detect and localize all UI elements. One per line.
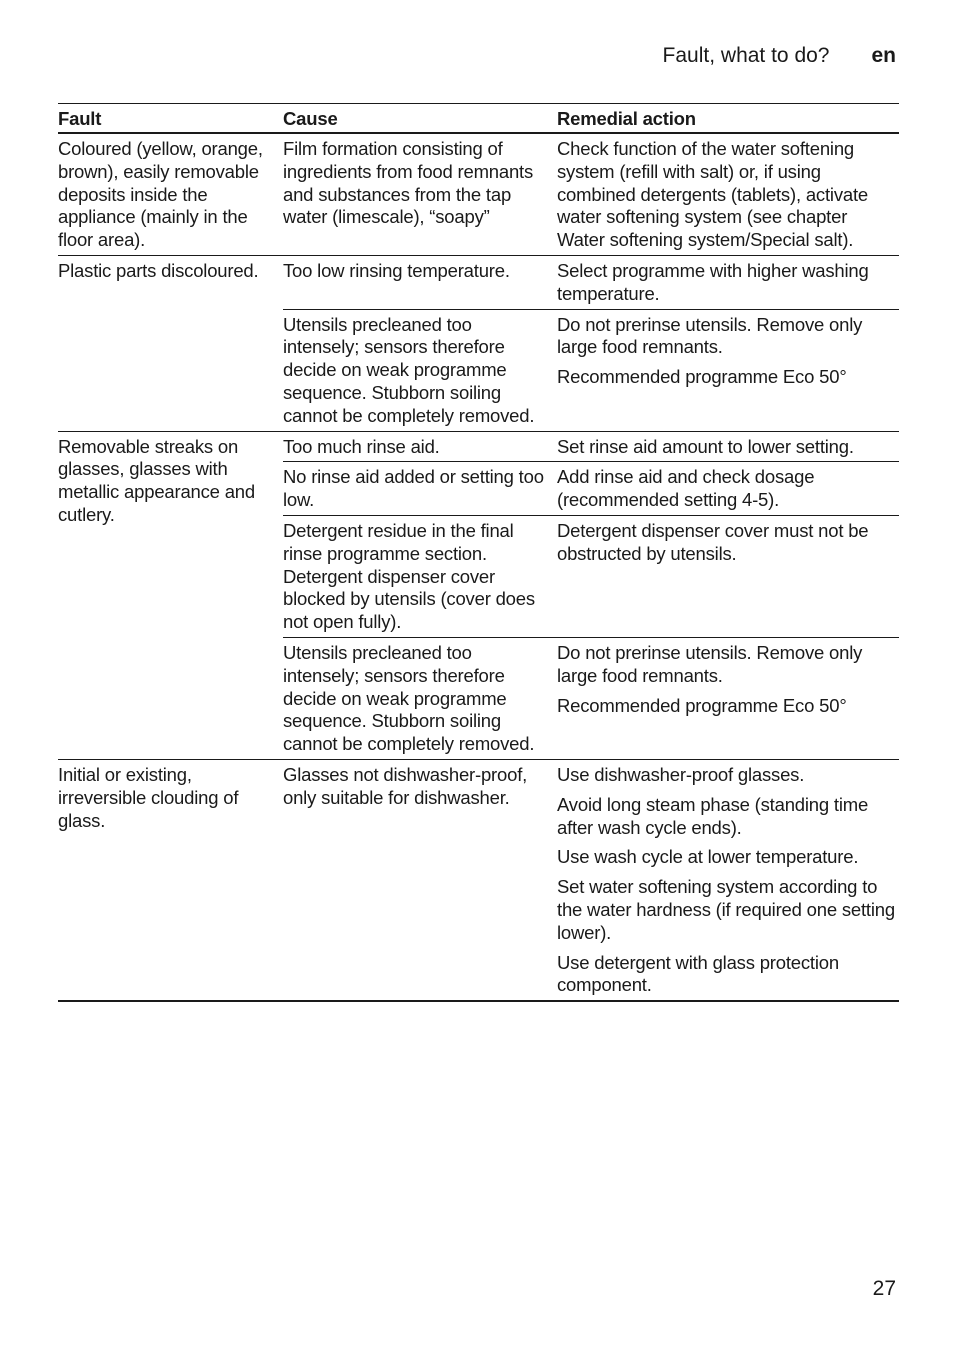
remedial-action-item: Do not prerinse utensils. Remove only large food remnants. [557,313,863,358]
remedial-action-cell [557,462,899,516]
table-row [58,133,899,255]
remedial-action-item: Use dishwasher-proof glasses. [557,763,805,785]
table-row [58,431,899,462]
fault-table [58,103,899,1002]
section-title: Fault, what to do? [662,44,830,67]
remedial-action-item: Avoid long steam phase (standing time after wash cycle ends). [557,793,869,838]
remedial-action-item: Check function of the water softening system (refill with salt) or, if using combined detergents (tablets), activate water softening system (see chapter Water softening system/Special salt). [557,138,868,251]
fault-cell: Coloured (yellow, orange, brown), easily removable deposits inside the appliance (mainly in the floor area). [58,138,263,251]
column-header-remedial-action: Remedial action [557,104,899,134]
remedial-action-item: Use detergent with glass protection component. [557,951,839,996]
remedial-action-cell [557,431,899,462]
column-header-cause: Cause [283,104,557,134]
remedial-action-item: Recommended programme Eco 50° [557,694,847,716]
remedial-action-cell [557,759,899,1001]
cause-cell: Too low rinsing temperature. [283,255,557,309]
remedial-action-item: Recommended programme Eco 50° [557,366,847,388]
table-row [58,759,899,1001]
remedial-action-cell [557,309,899,431]
cause-cell: Film formation consisting of ingredients from food remnants and substances from the tap water (limescale), “soapy” [283,138,534,228]
cause-cell: Utensils precleaned too intensely; sensors therefore decide on weak programme sequence. Stubborn soiling cannot be completely removed. [283,309,557,431]
cause-cell: Utensils precleaned too intensely; sensors therefore decide on weak programme sequence. Stubborn soiling cannot be completely removed. [283,637,557,759]
remedial-action-item: Set rinse aid amount to lower setting. [557,435,854,457]
remedial-action-cell [557,637,899,759]
cause-cell: Glasses not dishwasher-proof, only suitable for dishwasher. [283,759,557,1001]
remedial-action-cell [557,133,899,255]
remedial-action-item: Detergent dispenser cover must not be obstructed by utensils. [557,519,869,564]
remedial-action-cell [557,255,899,309]
remedial-action-cell [557,515,899,637]
cause-cell: No rinse aid added or setting too low. [283,462,557,516]
fault-cell: Removable streaks on glasses, glasses with metallic appearance and cutlery. [58,431,283,759]
table-header-row [58,104,899,134]
language-code: en [871,44,896,67]
fault-cell: Plastic parts discoloured. [58,255,283,431]
fault-table-container [58,103,899,1002]
remedial-action-item: Do not prerinse utensils. Remove only large food remnants. [557,641,863,686]
page-number: 27 [872,1277,896,1300]
cause-cell: Too much rinse aid. [283,431,557,462]
fault-cell: Initial or existing, irreversible clouding of glass. [58,759,283,1001]
remedial-action-item: Add rinse aid and check dosage (recommended setting 4-5). [557,466,815,511]
remedial-action-item: Use wash cycle at lower temperature. [557,846,859,868]
page-header [663,44,896,68]
column-header-fault: Fault [58,104,283,134]
fault-table-body [58,133,899,1001]
remedial-action-item: Select programme with higher washing temperature. [557,259,869,304]
cause-cell: Detergent residue in the final rinse programme section. Detergent dispenser cover blocked by utensils (cover does not open fully). [283,515,557,637]
remedial-action-item: Set water softening system according to the water hardness (if required one setting lower). [557,876,895,943]
table-row [58,255,899,309]
